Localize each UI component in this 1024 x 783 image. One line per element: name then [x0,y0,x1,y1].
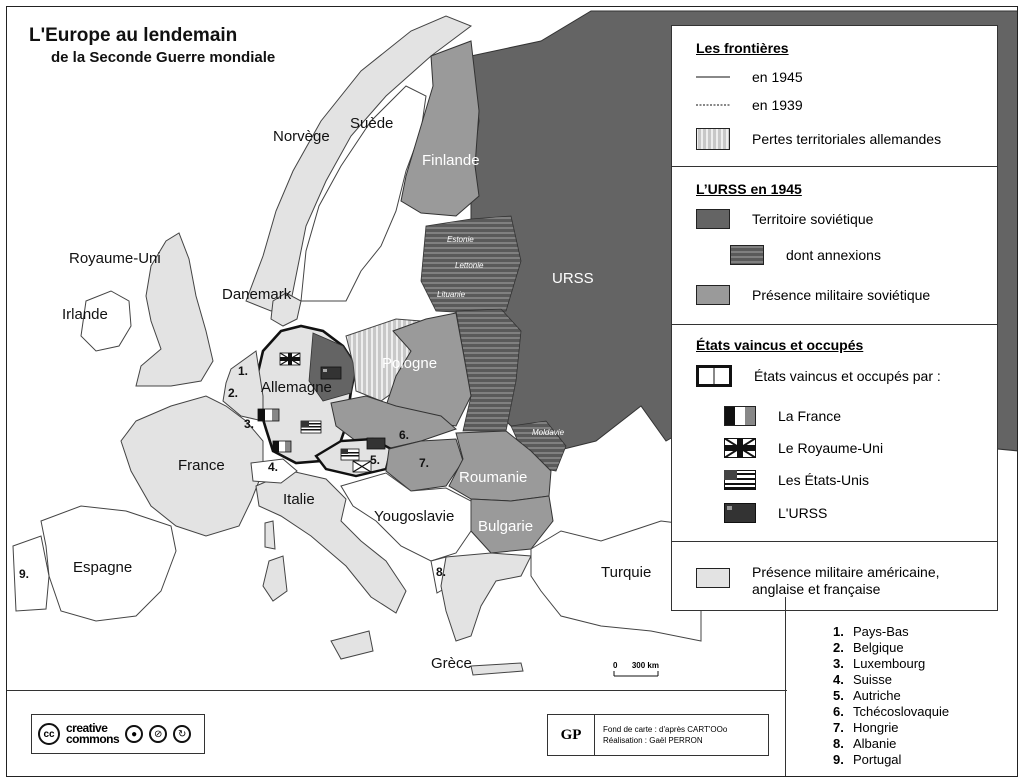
label-yougoslavie: Yougoslavie [374,508,455,525]
legend-france-label: La France [778,408,842,424]
cc-logo-icon: cc [38,723,60,745]
map-frame [6,6,1018,777]
label-moldavie: Moldavie [532,428,565,437]
crete [471,663,523,675]
label-france: France [178,457,225,474]
footer-divider [7,690,787,691]
label-suede: Suède [350,115,394,132]
flag-france-germany [258,409,279,421]
legend-urss-title: L’URSS en 1945 [696,181,802,197]
sicily [331,631,373,659]
credits-box [547,714,769,756]
numbered-country-list [833,624,949,768]
gp-logo: GP [548,715,595,755]
cc-line2: commons [66,732,120,746]
legend-presence-label: Présence militaire soviétique [752,287,931,303]
label-norvege: Norvège [273,128,330,145]
legend-frontieres-title: Les frontières [696,40,789,56]
scale-start: 0 [613,661,618,670]
label-roumanie: Roumanie [459,469,528,486]
corsica [265,521,275,549]
legend-row-1945 [696,69,803,85]
label-allemagne: Allemagne [261,379,332,396]
label-pologne: Pologne [382,355,438,372]
legend-row-france [724,406,841,426]
flag-ussr-austria [367,438,385,449]
list-item: 8. Albanie [833,736,897,751]
legend-row-allies [696,564,940,598]
label-royaume-uni: Royaume-Uni [69,250,161,267]
map-title [29,25,275,66]
legend-frontieres [672,26,997,166]
list-item: 2. Belgique [833,640,904,655]
label-turquie: Turquie [601,564,652,581]
legend-1945-label: en 1945 [752,69,803,85]
title-line1: L'Europe au lendemain [29,25,238,46]
label-urss: URSS [552,270,594,287]
label-lettonie: Lettonie [455,261,484,270]
legend-allies-line1: Présence militaire américaine, [752,564,940,580]
map-number-6: 6. [399,428,410,442]
map-number-5: 5. [370,453,381,467]
label-espagne: Espagne [73,559,133,576]
flag-ussr-germany [321,367,341,379]
map-number-9: 9. [19,567,30,581]
flag-uk-germany [280,353,300,365]
vertical-stripe-swatch-icon [696,128,730,150]
cc-text [66,723,119,745]
flag-ussr-icon [724,503,756,523]
line-dashed-icon [696,101,730,109]
flag-us-icon [724,470,756,490]
legend-occupes-label: États vaincus et occupés par : [754,368,941,384]
non-commercial-icon: ⊘ [149,725,167,743]
greece [441,553,531,641]
label-danemark: Danemark [222,286,292,303]
occupied-border-swatch-icon [696,365,732,387]
legend-row-territoire [696,209,873,229]
label-italie: Italie [283,491,315,508]
flag-uk-austria [353,461,371,472]
scale-end: 300 km [631,661,659,670]
label-bulgarie: Bulgarie [478,518,534,535]
legend-row-annexions [730,245,881,265]
light-gray-swatch-icon [696,568,730,588]
legend-allies-line2: anglaise et française [752,581,881,597]
legend-eu-label: Les États-Unis [778,472,870,488]
list-item: 3. Luxembourg [833,656,926,671]
list-divider [785,597,786,777]
credit-line1: Fond de carte : d'après CART'OOo [603,725,728,734]
label-lituanie: Lituanie [437,290,466,299]
list-item: 5. Autriche [833,688,901,703]
legend-annexions-label: dont annexions [786,247,881,263]
credit-line2: Réalisation : Gaël PERRON [603,736,703,745]
scale-bar [613,661,659,680]
label-irlande: Irlande [62,306,108,323]
by-attribution-icon: ● [125,725,143,743]
creative-commons-badge[interactable] [31,714,205,754]
legend-ru-label: Le Royaume-Uni [778,440,884,456]
legend-panel [671,25,998,611]
legend-urss [672,166,997,325]
sardinia [263,556,287,601]
list-item: 7. Hongrie [833,720,899,735]
flag-us-austria [341,449,359,460]
flag-france-austria [273,441,291,452]
list-item: 9. Portugal [833,752,902,767]
map-number-7: 7. [419,456,430,470]
label-estonie: Estonie [447,235,474,244]
legend-row-presence [696,285,930,305]
list-item: 1. Pays-Bas [833,624,909,639]
legend-vaincus-title: États vaincus et occupés [696,337,864,353]
legend-row-urss-flag [724,503,827,523]
legend-territoire-label: Territoire soviétique [752,211,874,227]
legend-row-1939 [696,97,803,113]
legend-row-occupes [696,365,941,387]
mid-gray-swatch-icon [696,285,730,305]
map-number-3: 3. [244,417,255,431]
legend-row-ru [724,438,883,458]
flag-france-icon [724,406,756,426]
cc-line1: creative [66,721,108,735]
legend-vaincus [672,324,997,542]
flag-uk-icon [724,438,756,458]
line-solid-icon [696,73,730,81]
label-grece: Grèce [431,655,472,672]
horizontal-stripe-swatch-icon [730,245,764,265]
list-item: 4. Suisse [833,672,893,687]
map-number-8: 8. [436,565,447,579]
legend-pertes-label: Pertes territoriales allemandes [752,131,942,147]
legend-1939-label: en 1939 [752,97,803,113]
share-alike-icon: ↻ [173,725,191,743]
scale-line [613,670,659,678]
dark-gray-swatch-icon [696,209,730,229]
map-number-1: 1. [238,364,249,378]
legend-row-pertes [696,128,941,150]
legend-urss-flag-label: L'URSS [778,505,828,521]
map-number-4: 4. [268,460,279,474]
label-finlande: Finlande [422,152,480,169]
list-item: 6. Tchécoslovaquie [833,704,950,719]
map-number-2: 2. [228,386,239,400]
title-line2: de la Seconde Guerre mondiale [51,49,276,66]
flag-us-germany [301,421,321,433]
legend-row-eu [724,470,869,490]
legend-allies [672,541,997,613]
